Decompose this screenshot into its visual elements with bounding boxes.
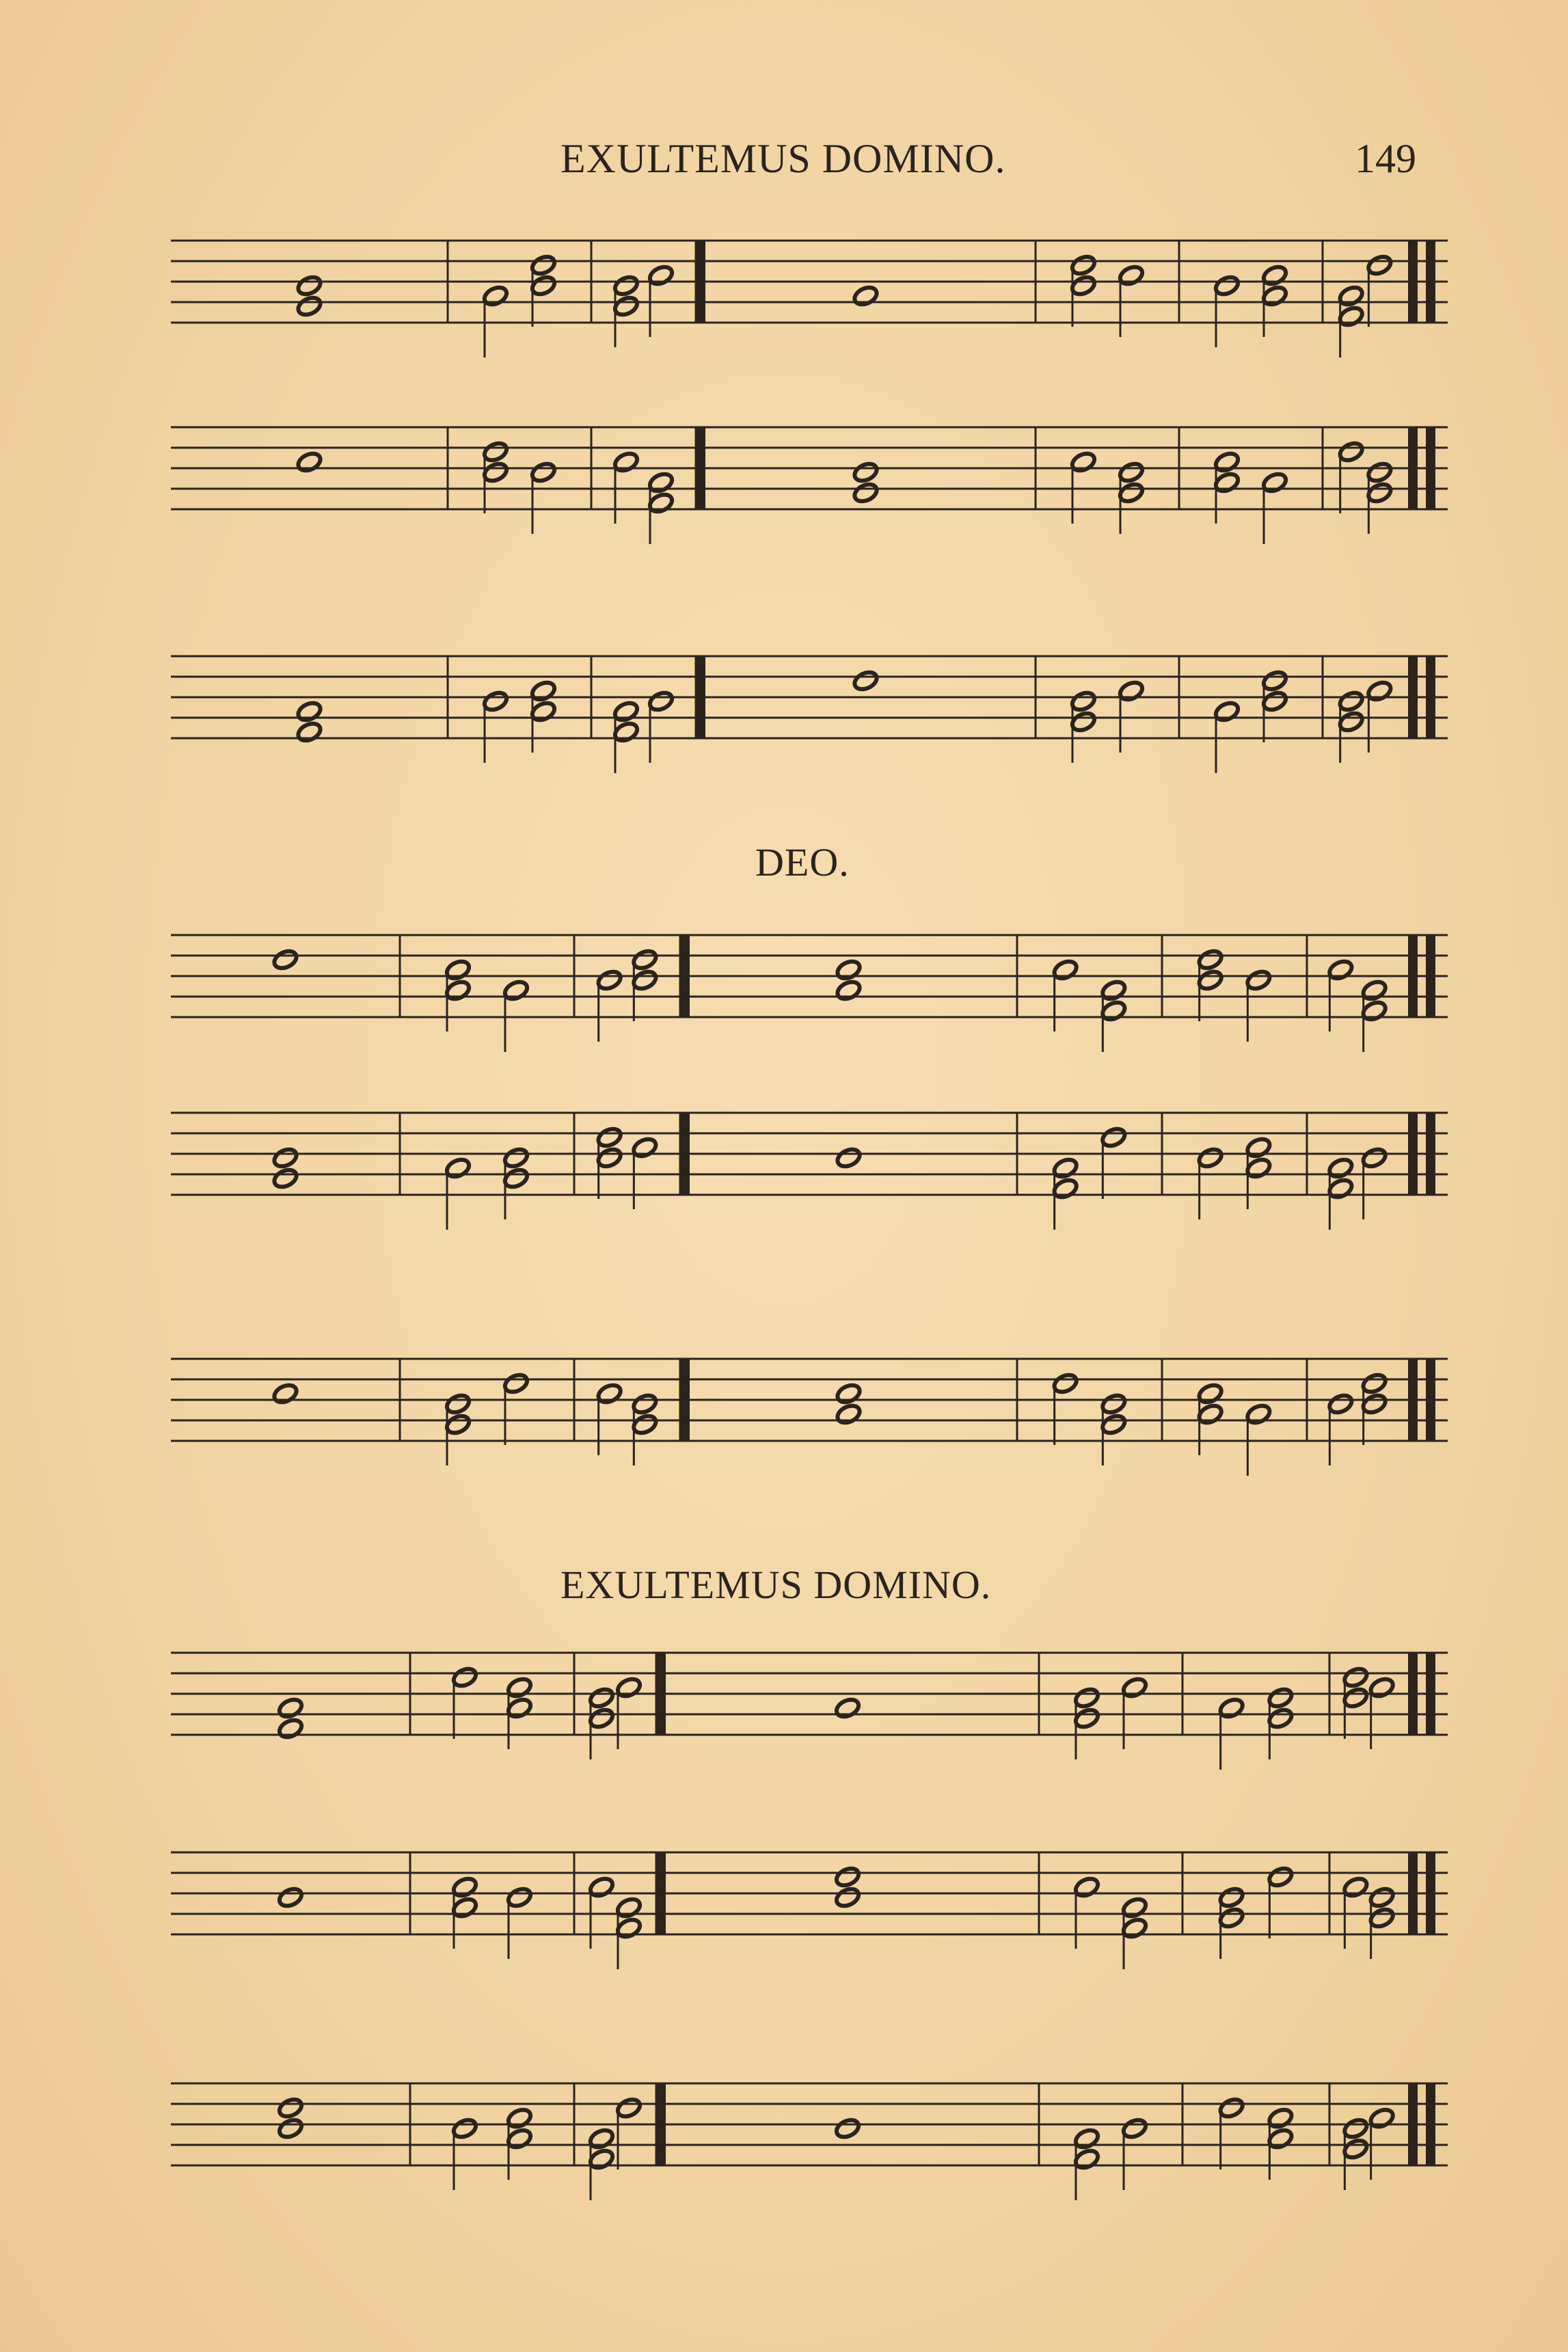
half-note-head [1197,948,1224,971]
half-note-head [1267,1686,1294,1709]
half-note-head [1327,1157,1354,1180]
half-note-head [530,274,557,297]
half-note-head [502,1146,530,1170]
half-note-head [482,690,509,713]
final-barline [1408,1852,1418,1934]
running-title: EXULTEMUS DOMINO. [560,136,1006,181]
half-note-head [530,461,557,484]
half-note-head [482,461,509,484]
half-note-head [647,690,675,713]
half-note-head [277,1886,304,1909]
half-note-head [1342,1666,1369,1689]
final-barline [1426,1653,1435,1735]
half-note-head [852,284,879,308]
half-note-head [506,1886,533,1909]
final-barline [1426,656,1435,738]
half-note-head [1121,1917,1148,1940]
half-note-head [1197,969,1224,992]
half-note-head [1366,481,1393,504]
half-note-head [835,1382,862,1405]
half-note-head [835,1403,862,1426]
half-note-head [1070,690,1097,713]
half-note-head [588,2127,615,2150]
half-note-head [596,1146,623,1170]
half-note-head [1261,264,1288,287]
half-note-head [295,274,323,297]
half-note-head [834,1865,861,1889]
half-note-head [615,2096,643,2120]
half-note-head [506,1697,533,1720]
half-note-head [1052,1157,1079,1180]
half-note-head [835,958,862,982]
half-note-head [1342,1876,1369,1899]
half-note-head [1267,2107,1294,2130]
half-note-head [1118,481,1145,504]
half-note-head [1121,1896,1148,1919]
half-note-head [1213,471,1241,494]
half-note-head [502,979,530,1002]
half-note-head [1100,1392,1127,1416]
half-note-head [295,450,323,474]
final-barline [1426,427,1435,509]
half-note-head [451,1896,478,1919]
half-note-head [1327,958,1354,982]
half-note-head [1267,2127,1294,2150]
half-note-head [1197,1382,1224,1405]
half-note-head [612,274,640,297]
half-note-head [1342,2117,1369,2140]
half-note-head [1267,1707,1294,1730]
half-note-head [444,979,472,1002]
half-note-head [1338,710,1365,733]
half-note-head [277,1697,304,1720]
half-note-head [451,1876,478,1899]
half-note-head [1338,690,1365,713]
half-note-head [1070,450,1097,474]
half-note-head [596,1382,623,1405]
heavy-divider [656,2083,666,2165]
half-note-head [451,1666,478,1689]
half-note-head [1073,2148,1100,2171]
half-note-head [482,284,509,308]
half-note-head [596,1126,623,1149]
half-note-head [1245,969,1272,992]
half-note-head [295,295,323,318]
page-number: 149 [1355,136,1416,181]
half-note-head [1118,461,1145,484]
half-note-head [1121,1676,1148,1699]
half-note-head [451,2117,478,2140]
heavy-divider [696,656,705,738]
final-barline [1408,935,1418,1017]
half-note-head [277,1717,304,1740]
half-note-head [444,1413,472,1436]
half-note-head [530,679,557,703]
half-note-head [1366,461,1393,484]
half-note-head [647,264,675,287]
half-note-head [1342,1686,1369,1709]
half-note-head [1218,1886,1245,1909]
half-note-head [1361,1146,1388,1170]
half-note-head [1338,284,1365,308]
half-note-head [1213,274,1241,297]
half-note-head [444,1392,472,1416]
half-note-head [1052,1177,1079,1200]
half-note-head [1327,1392,1354,1416]
half-note-head [835,1146,862,1170]
half-note-head [1366,679,1393,703]
half-note-head [1100,999,1127,1023]
section-title-exultemus: EXULTEMUS DOMINO. [560,1563,992,1607]
half-note-head [588,2148,615,2171]
half-note-head [852,461,879,484]
final-barline [1408,1113,1418,1195]
half-note-head [1052,958,1079,982]
half-note-head [631,1413,658,1436]
heavy-divider [696,241,705,323]
final-barline [1426,2083,1435,2165]
half-note-head [295,720,323,744]
heavy-divider [696,427,705,509]
heavy-divider [656,1852,666,1934]
half-note-head [1073,1707,1100,1730]
half-note-head [1261,669,1288,692]
half-note-head [1267,1865,1294,1889]
final-barline [1408,241,1418,323]
half-note-head [588,1707,615,1730]
half-note-head [835,979,862,1002]
half-note-head [502,1372,530,1395]
half-note-head [295,700,323,723]
half-note-head [588,1876,615,1899]
half-note-head [1073,2127,1100,2150]
half-note-head [852,481,879,504]
half-note-head [1361,1392,1388,1416]
heavy-divider [680,1359,690,1441]
section-title-deo: DEO. [755,840,850,884]
half-note-head [612,450,640,474]
half-note-head [1245,1403,1272,1426]
half-note-head [834,1697,861,1720]
half-note-head [1197,1403,1224,1426]
half-note-head [1368,1676,1396,1699]
half-note-head [506,2127,533,2150]
half-note-head [631,969,658,992]
half-note-head [1213,450,1241,474]
heavy-divider [656,1653,666,1735]
half-note-head [612,700,640,723]
half-note-head [1261,284,1288,308]
half-note-head [615,1917,643,1940]
half-note-head [647,491,675,515]
final-barline [1408,2083,1418,2165]
half-note-head [1218,1906,1245,1930]
half-note-head [612,295,640,318]
half-note-head [1073,1686,1100,1709]
half-note-head [1368,1886,1396,1909]
half-note-head [1338,440,1365,463]
final-barline [1408,427,1418,509]
half-note-head [482,440,509,463]
half-note-head [1218,2096,1245,2120]
final-barline [1408,1653,1418,1735]
half-note-head [588,1686,615,1709]
half-note-head [1342,2137,1369,2161]
final-barline [1426,1359,1435,1441]
half-note-head [271,1167,299,1190]
half-note-head [1070,274,1097,297]
half-note-head [530,254,557,277]
half-note-head [271,1382,299,1405]
half-note-head [612,720,640,744]
half-note-head [1121,2117,1148,2140]
half-note-head [271,1146,299,1170]
half-note-head [1368,1906,1396,1930]
half-note-head [530,700,557,723]
half-note-head [1245,1157,1272,1180]
half-note-head [271,948,299,971]
half-note-head [1073,1876,1100,1899]
half-note-head [444,958,472,982]
half-note-head [1368,2107,1396,2130]
half-note-head [1100,979,1127,1002]
half-note-head [834,2117,861,2140]
half-note-head [277,2117,304,2140]
half-note-head [647,471,675,494]
final-barline [1408,1359,1418,1441]
half-note-head [1361,1372,1388,1395]
final-barline [1426,241,1435,323]
half-note-head [277,2096,304,2120]
half-note-head [631,948,658,971]
half-note-head [1366,254,1393,277]
half-note-head [615,1676,643,1699]
half-note-head [1213,700,1241,723]
final-barline [1426,1113,1435,1195]
half-note-head [615,1896,643,1919]
half-note-head [1100,1413,1127,1436]
half-note-head [852,669,879,692]
half-note-head [1052,1372,1079,1395]
half-note-head [1100,1126,1127,1149]
half-note-head [1218,1697,1245,1720]
half-note-head [506,2107,533,2130]
final-barline [1426,1852,1435,1934]
half-note-head [1118,679,1145,703]
half-note-head [1261,690,1288,713]
half-note-head [1261,471,1288,494]
half-note-head [1070,710,1097,733]
half-note-head [444,1157,472,1180]
half-note-head [506,1676,533,1699]
final-barline [1408,656,1418,738]
half-note-head [1197,1146,1224,1170]
half-note-head [1361,979,1388,1002]
heavy-divider [680,1113,690,1195]
half-note-head [1070,254,1097,277]
heavy-divider [680,935,690,1017]
final-barline [1426,935,1435,1017]
half-note-head [1361,999,1388,1023]
half-note-head [1327,1177,1354,1200]
half-note-head [1338,305,1365,328]
half-note-head [596,969,623,992]
half-note-head [502,1167,530,1190]
half-note-head [631,1392,658,1416]
half-note-head [834,1886,861,1909]
half-note-head [1245,1136,1272,1159]
half-note-head [1118,264,1145,287]
half-note-head [631,1136,658,1159]
